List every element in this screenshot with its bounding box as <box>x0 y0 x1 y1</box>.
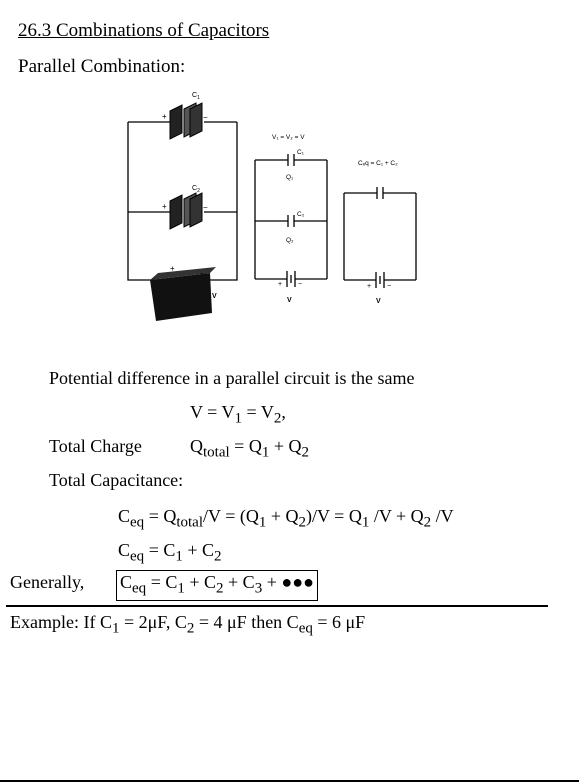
left-c2-plus: + <box>162 202 167 211</box>
left-battery-plus: + <box>170 264 175 273</box>
right-circuit <box>344 187 416 288</box>
page-bottom-edge <box>0 780 579 782</box>
total-charge-equation: $Q_{total} = Q_1 + Q_2$ <box>190 436 309 461</box>
right-ceq-equation: Cₑq = C₁ + C₂ <box>358 160 398 167</box>
generally-label: Generally, <box>10 572 85 592</box>
general-capacitance-equation: $C_{eq} = C_1 + C_2 + C_3$ + ●●● <box>116 570 318 601</box>
middle-c2-label: C₂ <box>297 211 305 218</box>
voltage-equation: $V = V_1 = V_2$, <box>190 402 286 427</box>
middle-v-label: V <box>287 297 292 304</box>
middle-battery-minus: − <box>298 281 303 288</box>
middle-battery-plus: + <box>278 281 283 288</box>
right-battery-plus: + <box>367 283 372 290</box>
left-c1-label: $C_1$ <box>192 92 200 101</box>
total-charge-label: Total Charge <box>49 436 142 456</box>
total-capacitance-label: Total Capacitance: <box>49 470 184 490</box>
right-battery-minus: − <box>387 283 392 290</box>
parallel-capacitor-diagram <box>120 85 430 330</box>
example-statement: Example: If $C_1 = 2\mu F$, $C_2 = 4$ μF then $C_{eq} = 6$ μF <box>10 612 366 637</box>
middle-q2-label: Q₂ <box>286 237 294 244</box>
capacitance-sum-equation: $C_{eq} = C_1 + C_2$ <box>118 540 222 565</box>
capacitance-derivation-equation: $C_{eq} = Q_{total}/V = (Q_1 + Q_2)/V = Q_1$ $/V + Q_2$ /V <box>118 506 454 531</box>
divider-line <box>6 605 548 607</box>
left-v-label: V <box>212 293 217 300</box>
potential-difference-statement: Potential difference in a parallel circuit is the same <box>49 368 415 388</box>
left-c1-plus: + <box>162 112 167 121</box>
middle-c1-label: C₁ <box>297 149 304 156</box>
right-v-label: V <box>376 298 381 305</box>
battery-block <box>150 267 216 321</box>
middle-q1-label: Q₁ <box>286 174 294 181</box>
left-c2-minus: − <box>203 203 208 212</box>
middle-voltage-equation: V₁ = V₂ = V <box>272 134 305 141</box>
section-subtitle: Parallel Combination: <box>18 56 186 77</box>
capacitor-c2 <box>170 193 202 229</box>
left-c2-label: $C_2$ <box>192 185 200 194</box>
left-battery-minus: − <box>200 269 205 278</box>
section-title: 26.3 Combinations of Capacitors <box>18 20 270 41</box>
capacitor-c1 <box>170 103 202 139</box>
left-c1-minus: − <box>203 113 208 122</box>
